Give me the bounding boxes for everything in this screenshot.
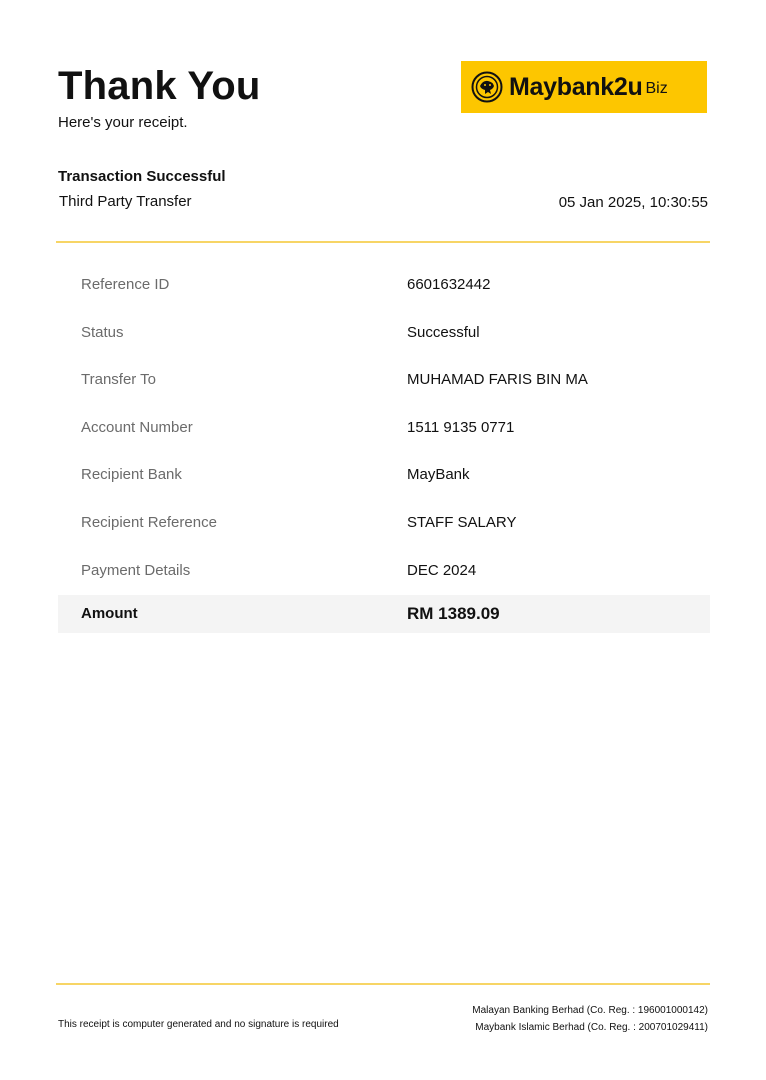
transaction-datetime: 05 Jan 2025, 10:30:55 bbox=[558, 194, 708, 211]
detail-row-transfer-to bbox=[58, 357, 710, 405]
detail-row-recipient-bank bbox=[58, 452, 710, 500]
detail-label: Payment Details bbox=[81, 561, 191, 579]
footer-legal bbox=[472, 1002, 708, 1036]
page-title: Thank You bbox=[58, 64, 261, 108]
detail-row-account-number bbox=[58, 405, 710, 453]
detail-value: DEC 2024 bbox=[407, 561, 477, 579]
transaction-status: Transaction Successful bbox=[58, 168, 226, 185]
footer-note: This receipt is computer generated and no signature is required bbox=[58, 1019, 339, 1030]
detail-row-recipient-reference bbox=[58, 500, 710, 548]
detail-label: Account Number bbox=[81, 418, 193, 436]
logo-suffix: Biz bbox=[645, 80, 668, 97]
detail-row-status bbox=[58, 310, 710, 358]
header-divider bbox=[56, 241, 710, 243]
detail-label: Recipient Reference bbox=[81, 513, 217, 531]
detail-row-reference-id bbox=[58, 262, 710, 310]
footer-divider bbox=[56, 983, 710, 985]
detail-label: Transfer To bbox=[81, 371, 157, 389]
amount-row bbox=[58, 595, 710, 633]
detail-value: MayBank bbox=[407, 466, 470, 484]
transaction-type: Third Party Transfer bbox=[59, 193, 192, 210]
detail-label: Status bbox=[81, 323, 124, 341]
detail-value: MUHAMAD FARIS BIN MA bbox=[407, 371, 588, 389]
detail-value: 1511 9135 0771 bbox=[407, 418, 515, 436]
detail-value: 6601632442 bbox=[407, 276, 491, 293]
detail-label: Reference ID bbox=[81, 276, 170, 293]
logo-name: Maybank2u bbox=[509, 72, 643, 101]
legal-line-maybank-islamic: Maybank Islamic Berhad (Co. Reg. : 200701029411) bbox=[475, 1022, 708, 1033]
page-subtitle: Here's your receipt. bbox=[58, 114, 188, 131]
receipt-details bbox=[58, 262, 710, 595]
maybank-tiger-emblem-icon bbox=[471, 71, 503, 103]
amount-value: RM 1389.09 bbox=[407, 604, 500, 623]
detail-label: Recipient Bank bbox=[81, 466, 182, 484]
detail-row-payment-details bbox=[58, 548, 710, 596]
maybank2u-biz-logo bbox=[461, 61, 707, 113]
detail-value: STAFF SALARY bbox=[407, 513, 517, 531]
amount-label: Amount bbox=[81, 605, 138, 622]
legal-line-malayan-banking: Malayan Banking Berhad (Co. Reg. : 196001000142) bbox=[472, 1005, 708, 1016]
detail-value: Successful bbox=[407, 323, 480, 341]
